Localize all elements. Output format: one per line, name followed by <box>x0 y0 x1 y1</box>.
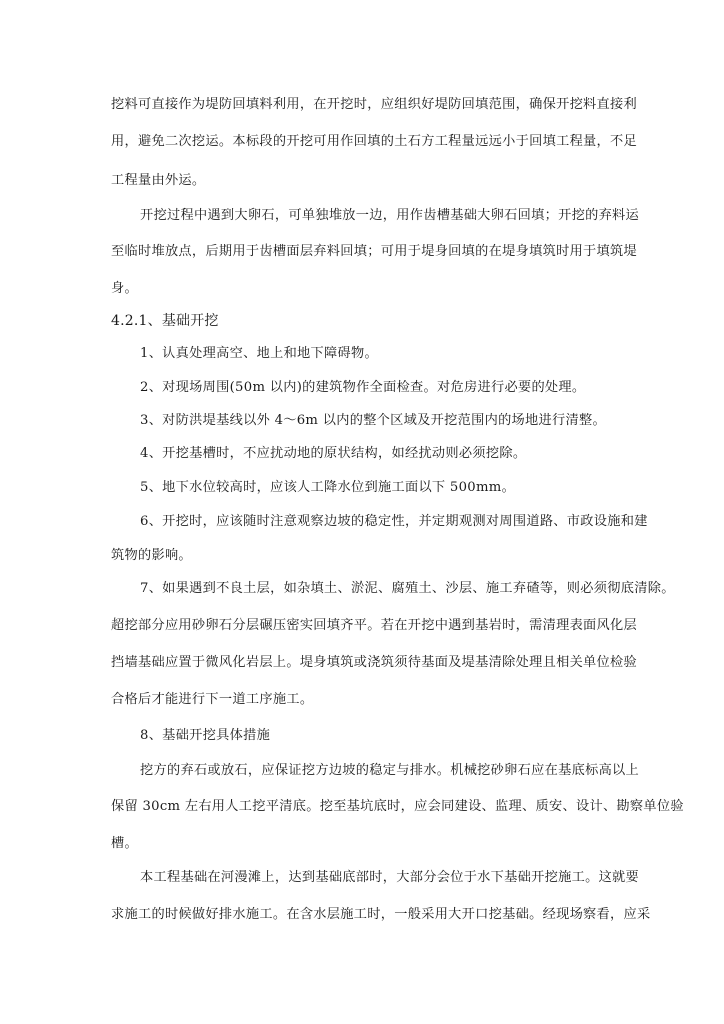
text-line: 用，避免二次挖运。本标段的开挖可用作回填的土石方工程量远远小于回填工程量，不足 <box>111 134 638 149</box>
section-heading: 4.2.1、基础开挖 <box>111 313 219 329</box>
list-item: 6、开挖时，应该随时注意观察边坡的稳定性，并定期观测对周围道路、市政设施和建 <box>140 514 648 529</box>
list-item: 1、认真处理高空、地上和地下障碍物。 <box>140 346 378 361</box>
text-line: 挖料可直接作为堤防回填料利用，在开挖时，应组织好堤防回填范围，确保开挖料直接利 <box>111 97 638 112</box>
text-line: 本工程基础在河漫滩上，达到基础底部时，大部分会位于水下基础开挖施工。这就要 <box>140 870 640 885</box>
list-item: 4、开挖基槽时，不应扰动地的原状结构，如经扰动则必须挖除。 <box>140 446 527 461</box>
text-line: 开挖过程中遇到大卵石，可单独堆放一边，用作齿槽基础大卵石回填；开挖的弃料运 <box>140 208 640 223</box>
text-line: 挡墙基础应置于微风化岩层上。堤身填筑或浇筑须待基面及堤基清除处理且相关单位检验 <box>111 655 638 670</box>
list-item: 5、地下水位较高时，应该人工降水位到施工面以下 500mm。 <box>140 480 516 495</box>
text-line: 超挖部分应用砂卵石分层碾压密实回填齐平。若在开挖中遇到基岩时，需清理表面风化层 <box>111 618 638 633</box>
text-line: 合格后才能进行下一道工序施工。 <box>111 692 314 707</box>
text-line: 身。 <box>111 281 138 296</box>
text-line: 保留 30cm 左右用人工挖平清底。挖至基坑底时，应会同建设、监理、质安、设计、勘察单位验 <box>111 799 684 814</box>
text-line: 工程量由外运。 <box>111 173 206 188</box>
text-line: 槽。 <box>111 836 138 851</box>
list-item: 7、如果遇到不良土层，如杂填土、淤泥、腐殖土、沙层、施工弃碴等，则必须彻底清除。 <box>140 581 675 596</box>
text-line: 至临时堆放点，后期用于齿槽面层弃料回填；可用于堤身回填的在堤身填筑时用于填筑堤 <box>111 244 638 259</box>
list-item: 3、对防洪堤基线以外 4～6m 以内的整个区域及开挖范围内的场地进行清整。 <box>140 413 606 428</box>
list-item: 2、对现场周围(50m 以内)的建筑物作全面检查。对危房进行必要的处理。 <box>140 380 586 395</box>
text-line: 筑物的影响。 <box>111 548 192 563</box>
text-line: 求施工的时候做好排水施工。在含水层施工时，一般采用大开口挖基础。经现场察看，应采 <box>111 907 651 922</box>
text-line: 挖方的弃石或放石，应保证挖方边坡的稳定与排水。机械挖砂卵石应在基底标高以上 <box>140 763 640 778</box>
list-item: 8、基础开挖具体措施 <box>140 728 271 743</box>
